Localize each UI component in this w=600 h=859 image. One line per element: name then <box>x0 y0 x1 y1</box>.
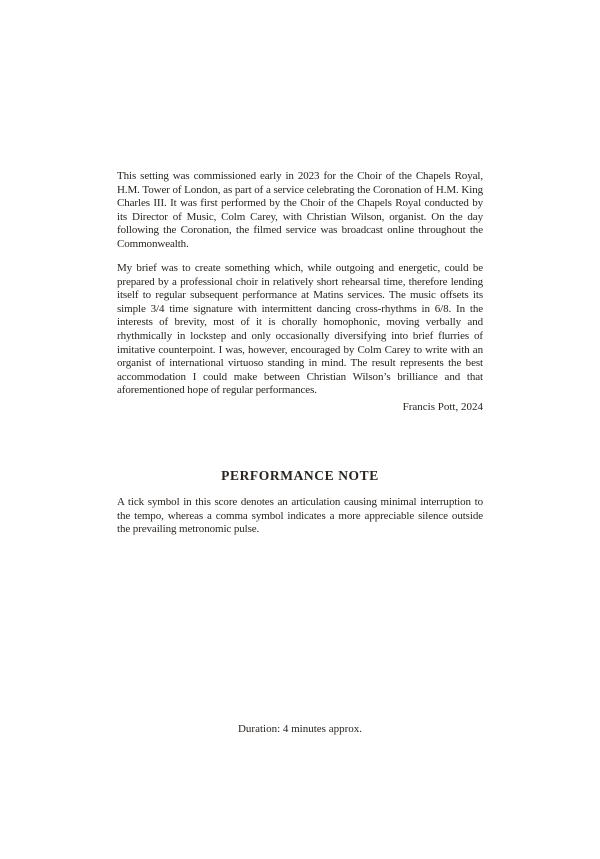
performance-note-heading: PERFORMANCE NOTE <box>221 468 379 484</box>
duration-note: Duration: 4 minutes approx. <box>237 723 363 735</box>
performance-note-body: A tick symbol in this score denotes an articulation causing minimal interruption to the tempo, whereas a comma symbol indicates a more appreciable silence outside the prevailing metronomic pulse. <box>117 496 483 536</box>
preface-paragraph-brief: My brief was to create something which, while outgoing and energetic, could be prepared by a professional choir in relatively short rehearsal time, therefore lending itself to regular subsequent performance at Matins services. The music offsets its simple 3/4 time signature with intermittent dancing cross-rhythms in 6/8. In the interests of brevity, most of it is chorally homophonic, moving verbally and rhythmically in lockstep and only occasionally diversifying into brief flurries of imitative counterpoint. I was, however, encouraged by Colm Carey to write with an organist of international virtuoso standing in mind. The result represents the best accommodation I could make between Christian Wilson’s brilliance and that aforementioned hope of regular performances. <box>117 262 483 397</box>
preface-paragraph-commission: This setting was commissioned early in 2023 for the Choir of the Chapels Royal, H.M. Tower of London, as part of a service celebrating the Coronation of H.M. King Charles III. It was first performed by the Choir of the Chapels Royal conducted by its Director of Music, Colm Carey, with Christian Wilson, organist. On the day following the Coronation, the filmed service was broadcast online throughout the Commonwealth. <box>117 170 483 250</box>
author-signature: Francis Pott, 2024 <box>402 401 483 413</box>
